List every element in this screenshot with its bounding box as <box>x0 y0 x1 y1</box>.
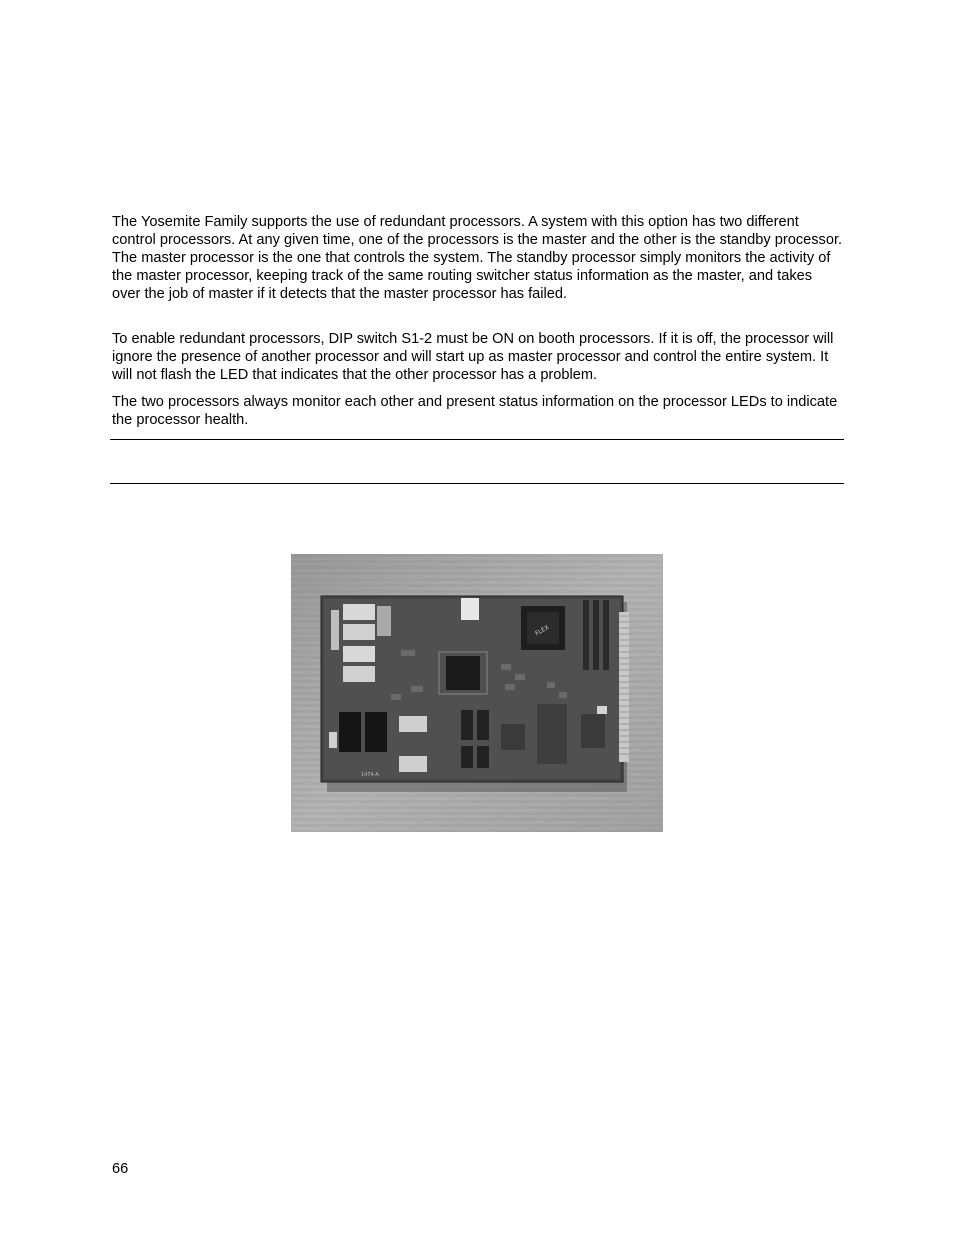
paragraph-monitor-status: The two processors always monitor each other and present status information on the processor LEDs to indicate the processor health. <box>112 394 838 428</box>
paragraph-redundant-processors-intro: The Yosemite Family supports the use of redundant processors. A system with this option has two different control processors. At any given time, one of the processors is the master and the other is the standby processor. The master processor is the one that controls the system. The standby processor simply monitors the activity of the master processor, keeping track of the same routing switcher status information as the master, and takes over the job of master if it detects that the master processor has failed. <box>112 214 843 302</box>
horizontal-rule-top <box>110 439 844 440</box>
paragraph-enable-redundant: To enable redundant processors, DIP switch S1-2 must be ON on booth processors. If it is off, the processor will ignore the presence of another processor and will start up as master processor and control the entire system. It will not flash the LED that indicates that the other processor has a problem. <box>112 331 834 383</box>
processor-board-photo <box>291 554 663 832</box>
page-number: 66 <box>112 1161 129 1177</box>
svg-text:FLEX: FLEX <box>534 623 551 638</box>
horizontal-rule-bottom <box>110 483 844 484</box>
svg-text:1474-A: 1474-A <box>361 772 379 778</box>
